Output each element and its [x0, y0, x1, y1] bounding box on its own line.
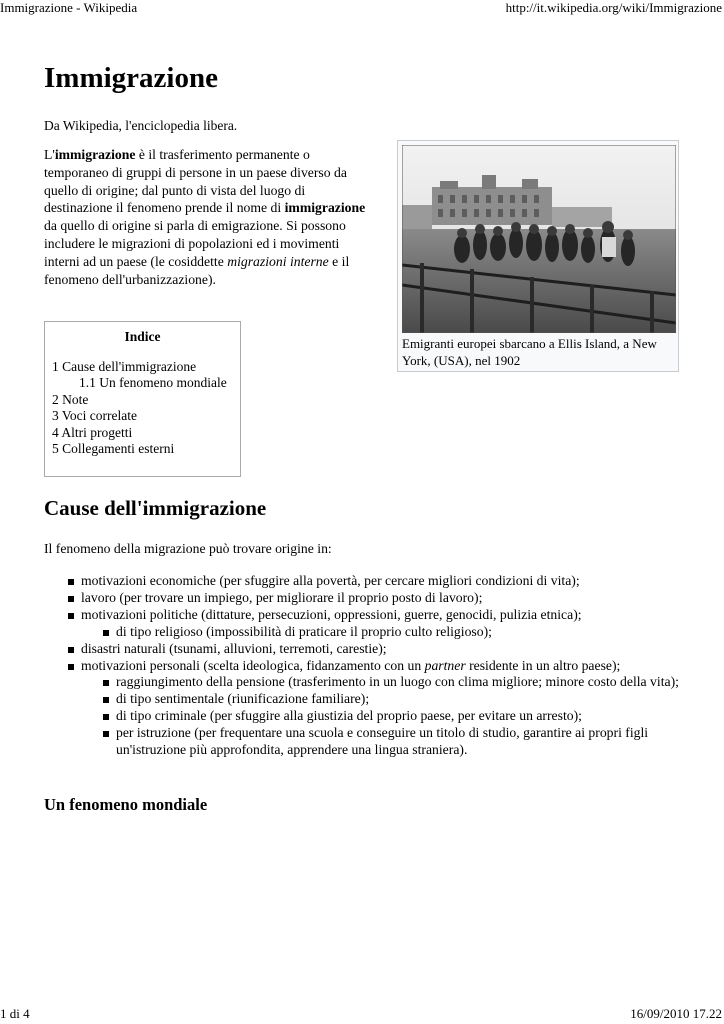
print-footer-page: 1 di 4	[0, 1006, 30, 1021]
subsection-heading: Un fenomeno mondiale	[44, 795, 208, 814]
intro-link-migrazioni-interne[interactable]: migrazioni interne	[227, 253, 329, 269]
list-item: motivazioni politiche (dittature, persecuzioni, oppressioni, guerre, genocidi, pulizia etnica);	[68, 607, 708, 624]
page-title: Immigrazione	[44, 62, 218, 94]
list-item: di tipo religioso (impossibilità di praticare il proprio culto religioso);	[103, 624, 708, 641]
site-tagline: Da Wikipedia, l'enciclopedia libera.	[44, 118, 238, 133]
toc-item[interactable]: 3 Voci correlate	[52, 408, 137, 424]
section-lead: Il fenomeno della migrazione può trovare origine in:	[44, 541, 332, 556]
partner-link[interactable]: partner	[424, 657, 466, 673]
image-thumbnail	[397, 140, 679, 372]
toc-item[interactable]: 5 Collegamenti esterni	[52, 441, 175, 457]
toc-item[interactable]: 1 Cause dell'immigrazione	[52, 359, 197, 374]
causes-list	[68, 573, 708, 759]
toc-title: Indice	[124, 329, 161, 344]
list-item: per istruzione (per frequentare una scuola e conseguire un titolo di studio, garantire ai propri figli un'istruzione più approfondita, apprendere una lingua straniera).	[103, 725, 708, 759]
print-footer-date: 16/09/2010 17.22	[630, 1006, 722, 1021]
print-header-url: http://it.wikipedia.org/wiki/Immigrazione	[505, 0, 722, 15]
table-of-contents	[44, 321, 241, 477]
image-caption: Emigranti europei sbarcano a Ellis Island, a New York, (USA), nel 1902	[402, 336, 657, 368]
print-header-title: Immigrazione - Wikipedia	[0, 0, 138, 15]
list-item: raggiungimento della pensione (trasferimento in un luogo con clima migliore; minore costo della vita);	[103, 674, 708, 691]
list-item: disastri naturali (tsunami, alluvioni, terremoti, carestie);	[68, 641, 708, 658]
intro-paragraph: L'immigrazione è il trasferimento permanente o temporaneo di gruppi di persone in un paese diverso da quello di origine; dal punto di vista del luogo di destinazione il fenomeno prende il nome di immigrazione da quello di origine si parla di emigrazione. Si possono includere le migrazioni di popolazioni ed i movimenti interni ad un paese (le cosiddette migrazioni interne e il fenomeno dell'urbanizzazione).	[44, 147, 366, 287]
intro-bold-term: immigrazione	[54, 147, 136, 162]
ellis-island-photo[interactable]	[402, 145, 676, 333]
list-item: di tipo criminale (per sfuggire alla giustizia del proprio paese, per evitare un arresto);	[103, 708, 708, 725]
section-heading-cause: Cause dell'immigrazione	[44, 496, 267, 520]
intro-bold-term-2: immigrazione	[284, 200, 366, 216]
toc-item[interactable]: 2 Note	[52, 391, 89, 407]
toc-list	[52, 359, 227, 457]
toc-item[interactable]: 1.1 Un fenomeno mondiale	[79, 375, 227, 391]
list-item: motivazioni personali (scelta ideologica, fidanzamento con un partner residente in un altro paese);	[68, 658, 708, 675]
list-item: lavoro (per trovare un impiego, per migliorare il proprio posto di lavoro);	[68, 590, 708, 607]
list-item: motivazioni economiche (per sfuggire alla povertà, per cercare migliori condizioni di vita);	[68, 573, 708, 590]
list-item: di tipo sentimentale (riunificazione familiare);	[103, 691, 708, 708]
toc-item[interactable]: 4 Altri progetti	[52, 424, 133, 440]
